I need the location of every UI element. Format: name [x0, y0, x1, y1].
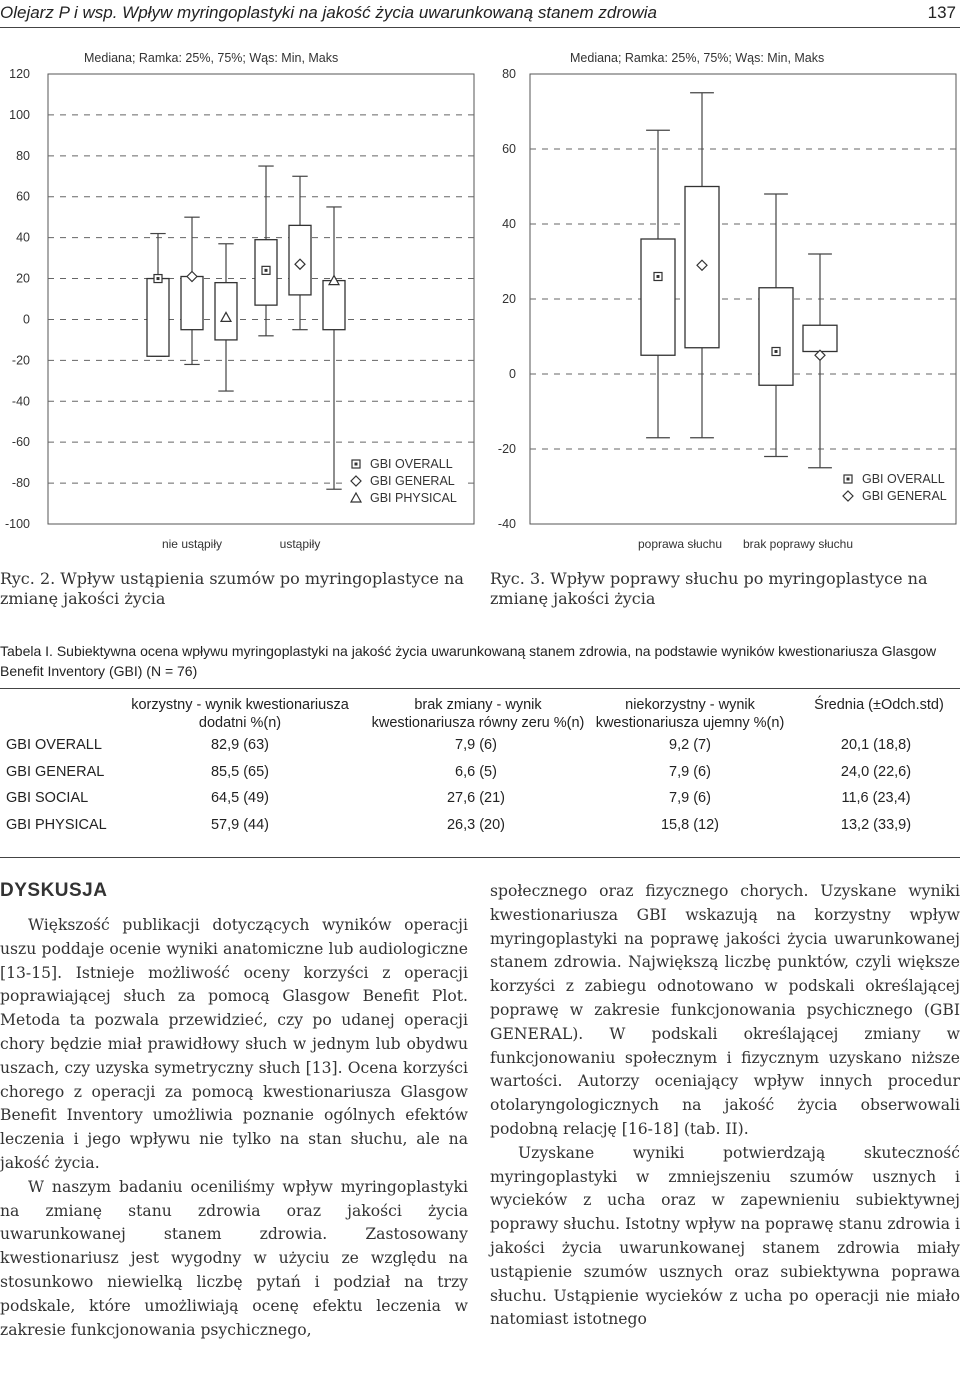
table-cell: 82,9 (63)	[210, 737, 270, 753]
table-cell: 15,8 (12)	[660, 816, 720, 833]
table-cell: 24,0 (22,6)	[840, 763, 912, 780]
row-label: GBI GENERAL	[6, 763, 105, 780]
discussion-paragraph-4: Uzyskane wyniki potwierdzają skuteczność myringoplastyki w zmniejszeniu szumów usznych i wycieków z ucha oraz w zapewnieniu subiektywnej poprawy słuchu. Istotny wpływ na poprawę stanu zdrowia i jakości życia uwarunkowanej stanem zdrowia miały ustąpienie szumów usznych oraz subiektywna poprawa słuchu. Ustąpienie wycieków z ucha po operacji nie miało natomiast istotnego	[490, 1143, 960, 1329]
box-2	[759, 194, 793, 457]
legend-label: GBI OVERALL	[862, 472, 945, 486]
discussion-paragraph-3: społecznego oraz fizycznego chorych. Uzyskane wyniki kwestionariusza GBI wskazują na korzystny wpływ myringoplastyki na poprawę jakości życia uwarunkowanej stanem zdrowia. Największą liczbę punktów, czyli większe korzyści z zabiegu odnotowano w podskali określającej poprawę w zakresie funkcjonowania psychicznego (GBI GENERAL). W podskali określającej zmiany w funkcjonowaniu społecznym i fizycznym uzyskano niższe wartości. Autorzy oceniający wpływ innych procedur otolaryngologicznych na jakość życia obserwowali podobną relację [16-18] (tab. II).	[490, 882, 960, 1138]
row-label: GBI PHYSICAL	[6, 816, 107, 833]
right-column	[490, 880, 960, 1332]
legend-label: GBI OVERALL	[370, 457, 453, 471]
box-4	[289, 176, 311, 329]
table-header-unfavourable: niekorzystny - wynik kwestionariusza ujemny %(n)	[595, 697, 785, 731]
iqr-box	[323, 281, 345, 330]
section-title: DYSKUSJA	[0, 880, 108, 901]
table-cell: 7,9 (6)	[669, 763, 711, 780]
legend-label: GBI GENERAL	[862, 489, 947, 503]
table-cell: 85,5 (65)	[210, 763, 270, 780]
table-bottom-rule	[0, 857, 960, 858]
discussion-heading	[0, 880, 107, 902]
table-row	[0, 737, 960, 763]
header-rule	[0, 27, 960, 28]
y-tick-label: 60	[502, 142, 516, 156]
iqr-box	[181, 277, 203, 330]
table-caption: Tabela I. Subiektywna ocena wpływu myringoplastyki na jakość życia uwarunkowaną stanem zdrowia, na podstawie wyników kwestionariusza Glasgow Benefit Inventory (GBI) (N = 76)	[0, 643, 937, 679]
left-column	[0, 914, 468, 1342]
median-marker-dot	[657, 275, 660, 278]
row-label: GBI OVERALL	[6, 737, 102, 753]
table-cell: 11,6 (23,4)	[841, 790, 911, 806]
table-cell: 20,1 (18,8)	[840, 737, 912, 753]
page-number: 137	[927, 3, 956, 22]
table-header-mean: Średnia (±Odch.std)	[814, 697, 944, 713]
y-tick-label: 20	[502, 292, 516, 306]
table-cell: 6,6 (5)	[455, 763, 497, 780]
running-header	[0, 0, 960, 28]
table-top-rule	[0, 688, 960, 689]
discussion-paragraph-1: Większość publikacji dotyczących wyników operacji uszu poddaje ocenie wyniki anatomiczne lub audiologiczne [13-15]. Istnieje możliwość oceny korzyści z operacji poprawiającej słuch za pomocą Glasgow Benefit Plot. Metoda ta pozwala przewidzieć, czy po udanej operacji chory będzie miał prawidłowy słuch w jednym lub obydwu uszach, czy uzyska symetryczny słuch [13]. Ocena korzyści chorego z operacji za pomocą kwestionariusza Glasgow Benefit Inventory umożliwia poznanie ogólnych efektów leczenia i jego wpływu nie tylko na stan słuchu, ale na jakość życia.	[0, 916, 468, 1172]
median-marker-dot	[265, 269, 268, 272]
x-group-label: poprawa słuchu	[637, 537, 723, 551]
table-row	[0, 764, 960, 790]
y-tick-label: 120	[9, 67, 30, 81]
box-3	[255, 166, 277, 336]
y-tick-label: 40	[502, 217, 516, 231]
x-group-label: brak poprawy słuchu	[742, 537, 854, 551]
table-cell: 27,6 (21)	[446, 790, 506, 806]
y-tick-label: 0	[509, 367, 516, 381]
iqr-box	[147, 279, 169, 357]
table-header-no-change: brak zmiany - wynik kwestionariusza równy zeru %(n)	[371, 697, 585, 731]
y-tick-label: 80	[502, 67, 516, 81]
legend-label: GBI GENERAL	[370, 474, 455, 488]
x-group-label: ustąpiły	[279, 537, 321, 551]
y-tick-label: 60	[16, 189, 30, 204]
box-3	[803, 254, 837, 468]
legend-label: GBI PHYSICAL	[370, 491, 457, 505]
iqr-box	[759, 288, 793, 386]
y-tick-label: 40	[16, 230, 30, 245]
table-row	[0, 817, 960, 843]
y-tick-label: 20	[16, 271, 30, 286]
table-cell: 26,3 (20)	[446, 816, 506, 833]
table-header-favourable: korzystny - wynik kwestionariusza dodatni %(n)	[131, 697, 349, 731]
table-cell: 64,5 (49)	[210, 790, 270, 806]
x-group-label: nie ustąpiły	[161, 537, 223, 551]
y-tick-label: -40	[11, 394, 30, 409]
box-1	[181, 217, 203, 364]
figure-2-boxplot	[0, 34, 480, 564]
y-tick-label: 100	[9, 107, 30, 122]
box-0	[147, 234, 169, 357]
box-1	[685, 93, 719, 438]
table-cell: 13,2 (33,9)	[840, 816, 912, 833]
chart-title: Mediana; Ramka: 25%, 75%; Wąs: Min, Maks	[570, 51, 825, 65]
median-marker-dot	[157, 277, 160, 280]
table-row	[0, 790, 960, 816]
y-tick-label: 0	[23, 312, 30, 327]
y-tick-label: -60	[11, 435, 30, 450]
y-tick-label: -20	[11, 353, 30, 368]
table-cell: 7,9 (6)	[669, 790, 711, 806]
legend-marker-dot	[847, 478, 850, 481]
y-tick-label: -20	[497, 442, 516, 456]
box-2	[215, 244, 237, 391]
box-0	[641, 130, 675, 438]
table-cell: 7,9 (6)	[455, 737, 497, 753]
figure-2-caption: Ryc. 2. Wpływ ustąpienia szumów po myringoplastyce na zmianę jakości życia	[0, 569, 464, 608]
figure-3-boxplot	[488, 34, 960, 564]
discussion-paragraph-2: W naszym badaniu oceniliśmy wpływ myringoplastyki na zmianę stanu zdrowia oraz jakości życia uwarunkowanej stanem zdrowia. Zastosowany kwestionariusz jest wygodny w użyciu ze względu na stosunkowo niewielką liczbę pytań i podział na trzy podskale, które umożliwiają ocenę efektu leczenia w zakresie funkcjonowania psychicznego,	[0, 1177, 468, 1339]
table-cell: 9,2 (7)	[669, 737, 711, 753]
y-tick-label: -100	[4, 517, 30, 531]
legend	[346, 456, 468, 517]
figure-3-caption: Ryc. 3. Wpływ poprawy słuchu po myringoplastyce na zmianę jakości życia	[490, 569, 928, 608]
legend-marker-dot	[355, 463, 358, 466]
iqr-box	[803, 325, 837, 351]
iqr-box	[641, 239, 675, 355]
legend	[838, 471, 950, 515]
table-cell: 57,9 (44)	[210, 816, 270, 833]
chart-title: Mediana; Ramka: 25%, 75%; Wąs: Min, Maks	[84, 51, 339, 65]
y-tick-label: 80	[16, 148, 30, 163]
median-marker-dot	[775, 350, 778, 353]
row-label: GBI SOCIAL	[6, 790, 89, 806]
box-5	[323, 207, 345, 489]
y-tick-label: -40	[497, 517, 516, 531]
running-title: Olejarz P i wsp. Wpływ myringoplastyki na jakość życia uwarunkowaną stanem zdrowia	[0, 3, 657, 22]
y-tick-label: -80	[11, 476, 30, 491]
